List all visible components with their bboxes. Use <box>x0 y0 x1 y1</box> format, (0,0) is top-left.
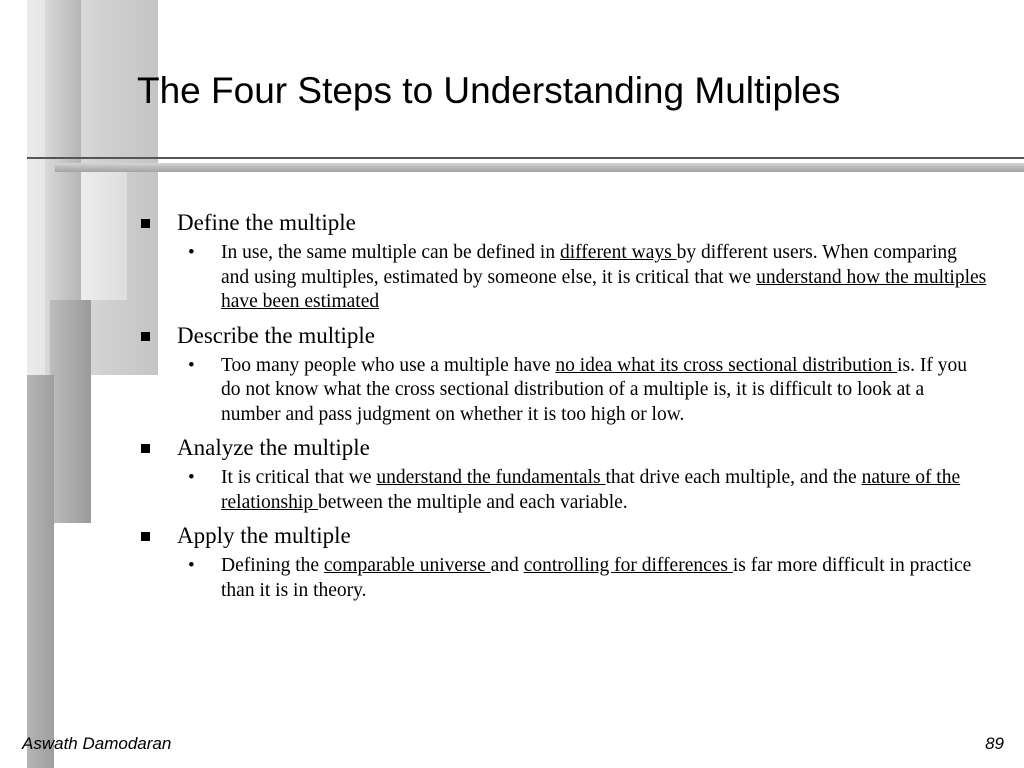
detail-underlined: no idea what its cross sectional distribution <box>555 354 898 376</box>
detail-text: is. If you do not know what the cross sectional distribution of a multiple is, it is difficult to look at a number and pass judgment on whether it is too high or low. <box>221 354 968 425</box>
section-detail <box>221 241 987 315</box>
square-bullet-icon <box>141 532 150 541</box>
detail-underlined: different ways <box>559 242 677 263</box>
detail-text: It is critical that we <box>221 467 377 488</box>
section-analyze <box>137 434 997 515</box>
title-rule-bar <box>55 163 1024 172</box>
section-detail <box>221 354 987 428</box>
footer-author: Aswath Damodaran <box>22 734 172 753</box>
section-label: Apply the multiple <box>177 523 351 548</box>
dot-bullet-icon: • <box>188 242 195 263</box>
detail-text: that drive each multiple, and the <box>605 467 862 488</box>
decor-bar-narrow <box>50 300 91 523</box>
dot-bullet-icon: • <box>188 555 195 576</box>
detail-underlined: comparable universe <box>323 555 491 576</box>
detail-text: between the multiple and each variable. <box>317 491 628 513</box>
detail-text: by different users. When comparing and using multiples, estimated by someone else, it is critical that we <box>221 242 957 288</box>
detail-text: In use, the same multiple can be defined in <box>221 242 560 263</box>
dot-bullet-icon: • <box>188 467 195 488</box>
square-bullet-icon <box>141 332 150 341</box>
title-rule-line <box>27 157 1024 159</box>
section-label: Describe the multiple <box>177 322 375 348</box>
section-describe <box>137 322 997 428</box>
detail-text: Too many people who use a multiple have <box>221 354 556 376</box>
square-bullet-icon <box>141 444 150 453</box>
section-detail <box>221 466 987 515</box>
bullet-list <box>137 209 997 610</box>
detail-underlined: controlling for differences <box>523 555 733 576</box>
page-number: 89 <box>985 734 1004 753</box>
dot-bullet-icon: • <box>188 354 195 376</box>
section-define <box>137 209 997 315</box>
detail-underlined: understand the fundamentals <box>376 467 606 488</box>
detail-text: is far more difficult in practice than it is in theory. <box>221 555 972 601</box>
section-label: Analyze the multiple <box>177 435 370 460</box>
square-bullet-icon <box>141 219 150 228</box>
detail-underlined: understand how the multiples have been estimated <box>221 266 987 312</box>
section-apply <box>137 522 997 603</box>
slide-title: The Four Steps to Understanding Multiples <box>137 70 841 111</box>
detail-underlined: nature of the relationship <box>221 467 961 513</box>
detail-text: Defining the <box>221 555 324 576</box>
detail-text: and <box>490 555 524 576</box>
section-detail <box>221 554 987 603</box>
section-label: Define the multiple <box>177 210 356 235</box>
decor-bar-bottom <box>27 375 54 768</box>
